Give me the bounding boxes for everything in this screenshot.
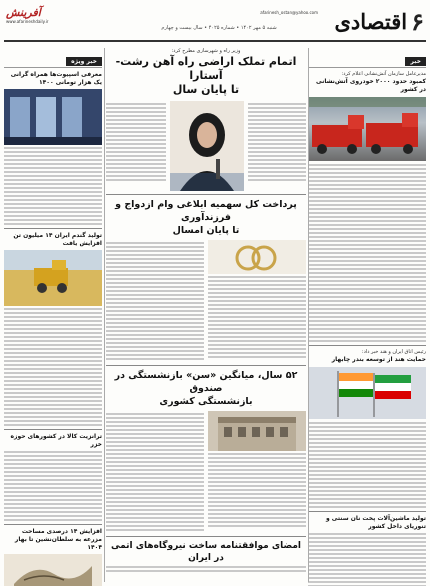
minister-portrait: [170, 101, 244, 191]
building-illustration: [208, 411, 306, 451]
rings-photo: [208, 240, 306, 274]
second-body-left: [106, 240, 204, 362]
story1-body: [4, 147, 102, 225]
dateline: شنبه ۵ مهر ۱۴۰۲ • شماره ۴۰۲۵ • سال بیست و چهارم: [161, 25, 277, 31]
section-title: اقتصادی: [334, 8, 408, 34]
divider-right: [308, 48, 309, 582]
story1-title: معرفی اسپیوت‌ها همراه گرانی یک هزار تومانی ۱۴۰۰: [10, 71, 102, 86]
news2-kicker: رئیس اتاق ایران و هند خبر داد:: [361, 349, 426, 355]
second-headline-2: تا پایان امسال: [172, 225, 240, 236]
left-tag-row: [4, 48, 102, 68]
store-photo: [4, 89, 102, 145]
story4-title: ترانزیت کالا در کشورهای حوزه خزر: [10, 433, 102, 448]
third-body-right-block: [208, 411, 306, 533]
story2-title: تولید گندم ایران ۱۴ میلیون تن افزایش یافت: [13, 232, 102, 247]
lead-headline-2: تا پایان سال: [172, 83, 240, 96]
story3-title: افزایش ۱۴ درصدی مساحت مزرعه به سلطان‌نشین تا بهار ۱۴۰۴: [14, 528, 102, 551]
flags-photo: [308, 367, 426, 419]
building-photo: [208, 411, 306, 451]
center-column: [106, 48, 306, 582]
second-body-right: [208, 276, 306, 358]
publisher-block: [6, 6, 96, 24]
left-column: [4, 48, 102, 582]
map-photo: [4, 554, 102, 586]
news3-title: تولید ماشین‌آلات پخت نان سنتی و تنوریای داخل کشور: [325, 515, 426, 530]
publisher-logo: آفرینش: [6, 6, 41, 19]
news2-body: [308, 422, 426, 508]
lead-headline-1: اتمام تملک اراضی راه آهن رشت-آستارا: [115, 55, 297, 82]
lead-story: [106, 101, 306, 191]
news3-body: [308, 533, 426, 586]
third-body-left: [106, 411, 204, 533]
fire-truck-illustration: [308, 97, 426, 161]
map-illustration: [4, 554, 102, 586]
news2-title: حمایت هند از توسعه بندر چابهار: [331, 356, 426, 363]
story4-body: [4, 451, 102, 521]
column-tag: خبر: [405, 57, 426, 66]
publisher-url: www.afarineshdaily.ir: [6, 19, 49, 24]
third-story: [106, 411, 306, 533]
store-illustration: [4, 89, 102, 145]
section-brand: [335, 4, 425, 38]
news1-title: کمبود حدود ۲۰۰۰ خودروی آتش‌نشانی در کشور: [316, 78, 426, 93]
rings-illustration: [208, 240, 306, 274]
masthead: [4, 4, 426, 42]
lead-kicker: وزیر راه و شهرسازی مطرح کرد:: [171, 48, 241, 54]
news1-kicker: مدیرعامل سازمان آتش‌نشانی اعلام کرد:: [341, 71, 426, 77]
fire-truck-photo: [308, 97, 426, 161]
second-story: [106, 240, 306, 362]
left-column-tag: خبر ویژه: [66, 57, 102, 66]
news1-body: [308, 164, 426, 342]
flags-illustration: [308, 367, 426, 419]
second-body-right-block: [208, 240, 306, 362]
bottom-body: [106, 566, 306, 572]
third-body-right: [208, 453, 306, 527]
tag-row: [308, 48, 426, 68]
page-number: ۶: [411, 6, 424, 36]
harvester-photo: [4, 250, 102, 306]
minister-photo: [170, 101, 244, 191]
story2-body: [4, 308, 102, 426]
third-headline-1: ۵۲ سال، میانگین «سن» بازنشستگی در صندوق: [114, 370, 298, 394]
lead-body-right: [248, 101, 306, 191]
lead-body-left: [106, 101, 166, 191]
second-headline-1: پرداخت کل سهمیه ابلاغی وام ازدواج و فرزندآوری: [115, 199, 297, 223]
right-column: [308, 48, 426, 582]
divider-left: [104, 48, 105, 582]
third-headline-2: بازنشستگی کشوری: [159, 396, 253, 407]
email: afarinesh_ostan@yahoo.com: [260, 10, 318, 15]
bottom-headline: امضای موافقتنامه ساخت نیروگاه‌های اتمی در ایران: [110, 541, 301, 563]
harvester-illustration: [4, 250, 102, 306]
